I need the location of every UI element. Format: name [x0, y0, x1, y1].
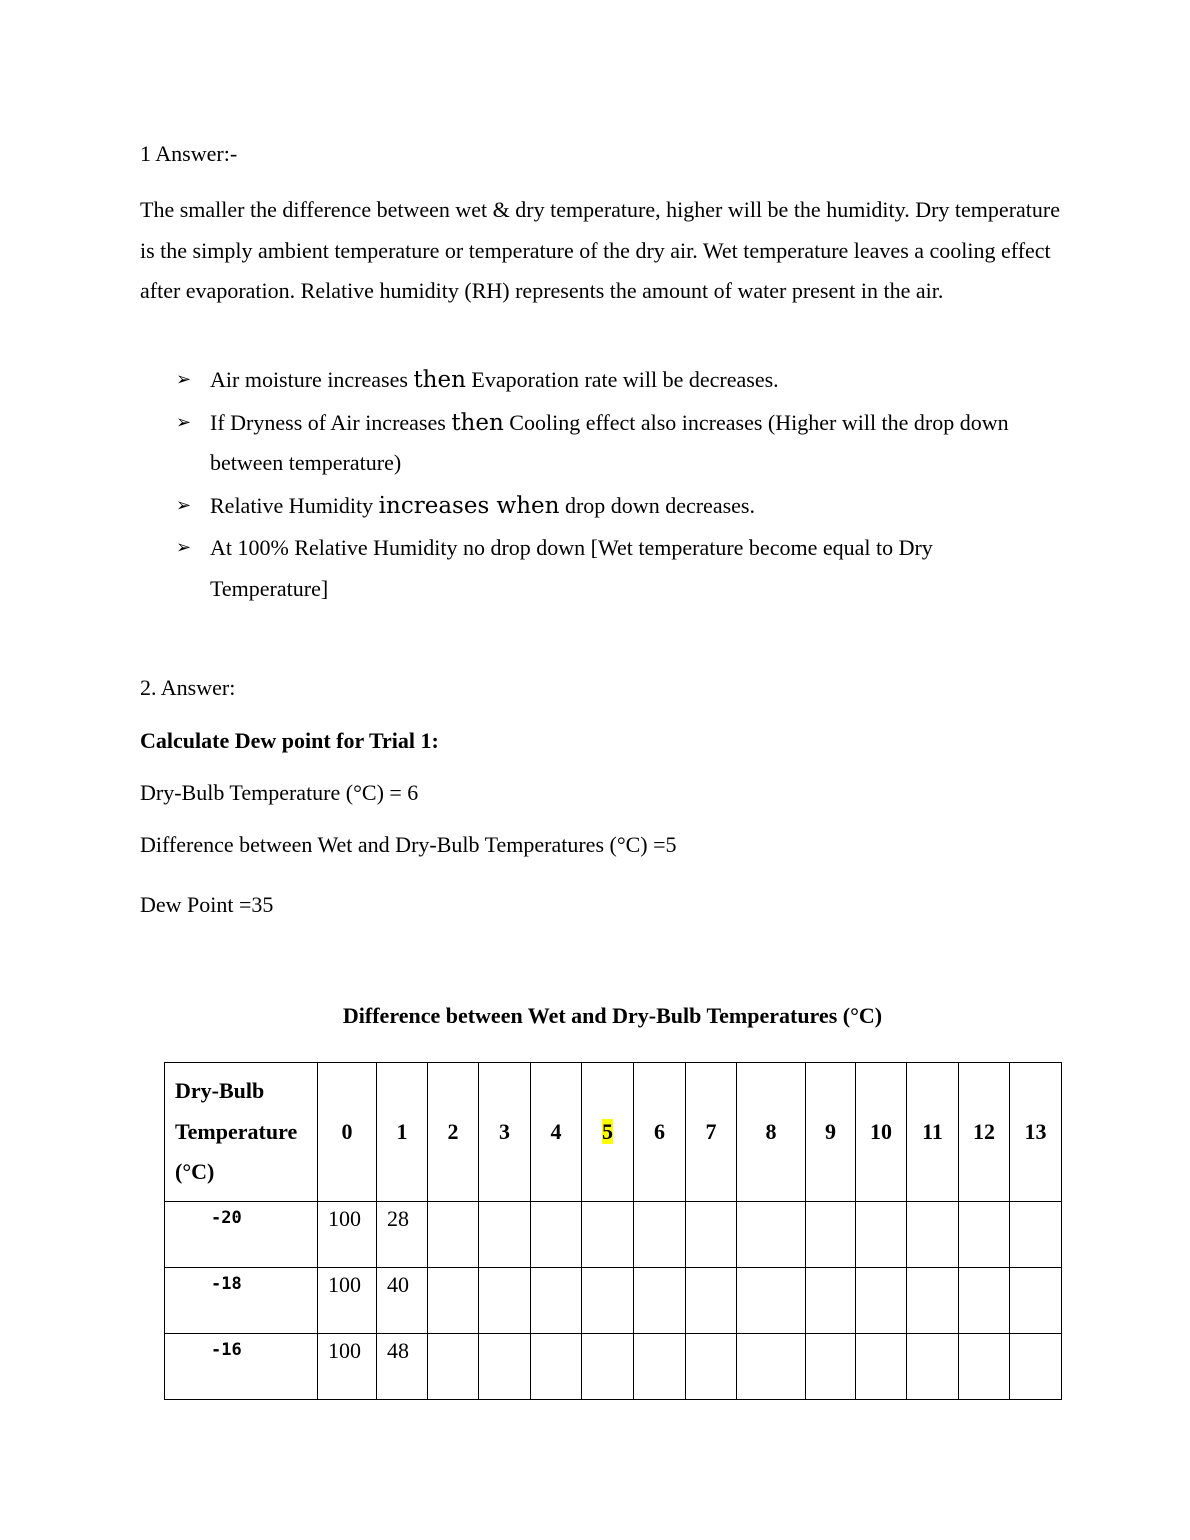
table-cell: [959, 1202, 1010, 1268]
column-header: 4: [531, 1063, 582, 1202]
table-cell: [1010, 1334, 1062, 1400]
table-cell: [531, 1202, 582, 1268]
table-row: [165, 1202, 1062, 1268]
table-cell: [907, 1334, 959, 1400]
column-header: 2: [428, 1063, 479, 1202]
table-cell: [806, 1334, 856, 1400]
table-cell: [856, 1268, 907, 1334]
table-cell: [582, 1202, 634, 1268]
table-cell: [737, 1334, 806, 1400]
table-cell: [737, 1268, 806, 1334]
table-cell: [806, 1268, 856, 1334]
table-row: [165, 1334, 1062, 1400]
table-row: [165, 1268, 1062, 1334]
table-cell: [907, 1268, 959, 1334]
table-cell: [582, 1334, 634, 1400]
column-header: 7: [686, 1063, 737, 1202]
table-cell: 28: [377, 1202, 428, 1268]
table-cell: [686, 1334, 737, 1400]
row-header-cell: Dry-Bulb Temperature (°C): [165, 1063, 318, 1202]
arrow-bullet-icon: ➢: [176, 494, 192, 516]
table-cell: [907, 1202, 959, 1268]
table-cell: 48: [377, 1334, 428, 1400]
column-header: 9: [806, 1063, 856, 1202]
q1-heading: 1 Answer:-: [140, 141, 238, 166]
column-header: 3: [479, 1063, 531, 1202]
dew-point-table: [164, 1062, 1062, 1400]
dry-bulb-line: Dry-Bulb Temperature (°C) = 6: [140, 780, 419, 805]
table-cell: [531, 1334, 582, 1400]
table-cell: [806, 1202, 856, 1268]
table-cell: [428, 1334, 479, 1400]
arrow-bullet-icon: ➢: [176, 369, 192, 390]
q1-paragraph: The smaller the difference between wet & dry temperature, higher will be the humidity. Dry temperature is the simply ambient temperature or temperature of the dry air. Wet temperature leaves a cooling effect after evaporation. Relative humidity (RH) represents the amount of water present in the air.: [140, 197, 1060, 303]
table-cell: [686, 1202, 737, 1268]
table-cell: [1010, 1268, 1062, 1334]
table-caption: Difference between Wet and Dry-Bulb Temperatures (°C): [342, 1003, 883, 1028]
table-cell: 100: [318, 1268, 377, 1334]
table-cell: [428, 1268, 479, 1334]
table-cell: [428, 1202, 479, 1268]
table-cell: [634, 1334, 686, 1400]
temp-cell: -20: [165, 1202, 318, 1268]
q2-subheading: Calculate Dew point for Trial 1:: [140, 728, 439, 753]
table-cell: 100: [318, 1202, 377, 1268]
q1-bullet-list: [140, 360, 1040, 611]
difference-line: Difference between Wet and Dry-Bulb Temperatures (°C) =5: [140, 832, 677, 857]
table-cell: [1010, 1202, 1062, 1268]
list-item: ➢ At 100% Relative Humidity no drop down [Wet temperature become equal to Dry Temperature]: [140, 528, 1040, 609]
column-header: 10: [856, 1063, 907, 1202]
table-cell: [856, 1202, 907, 1268]
column-header: 1: [377, 1063, 428, 1202]
table-cell: [959, 1268, 1010, 1334]
table-cell: [634, 1268, 686, 1334]
table-cell: [686, 1268, 737, 1334]
table-cell: [582, 1268, 634, 1334]
column-header: 13: [1010, 1063, 1062, 1202]
arrow-bullet-icon: ➢: [176, 411, 192, 433]
table-cell: [531, 1268, 582, 1334]
table-cell: [737, 1202, 806, 1268]
table-cell: 100: [318, 1334, 377, 1400]
table-cell: [634, 1202, 686, 1268]
column-header: 11: [907, 1063, 959, 1202]
list-item: ➢ Air moisture increases then Evaporation rate will be decreases.: [140, 360, 1040, 401]
table-cell: 40: [377, 1268, 428, 1334]
temp-cell: -18: [165, 1268, 318, 1334]
column-header: 8: [737, 1063, 806, 1202]
table-cell: [856, 1334, 907, 1400]
column-header: 12: [959, 1063, 1010, 1202]
q2-heading: 2. Answer:: [140, 675, 236, 700]
column-header-highlighted: 5: [582, 1063, 634, 1202]
table-cell: [479, 1268, 531, 1334]
table-header-row: [165, 1063, 1062, 1202]
column-header: 6: [634, 1063, 686, 1202]
list-item: ➢ Relative Humidity increases when drop down decreases.: [140, 486, 1040, 527]
dew-point-line: Dew Point =35: [140, 892, 274, 917]
table-cell: [479, 1202, 531, 1268]
column-header: 0: [318, 1063, 377, 1202]
table-cell: [959, 1334, 1010, 1400]
table-cell: [479, 1334, 531, 1400]
list-item: ➢ If Dryness of Air increases then Cooling effect also increases (Higher will the drop down between temperature): [140, 403, 1040, 484]
arrow-bullet-icon: ➢: [176, 537, 192, 558]
temp-cell: -16: [165, 1334, 318, 1400]
